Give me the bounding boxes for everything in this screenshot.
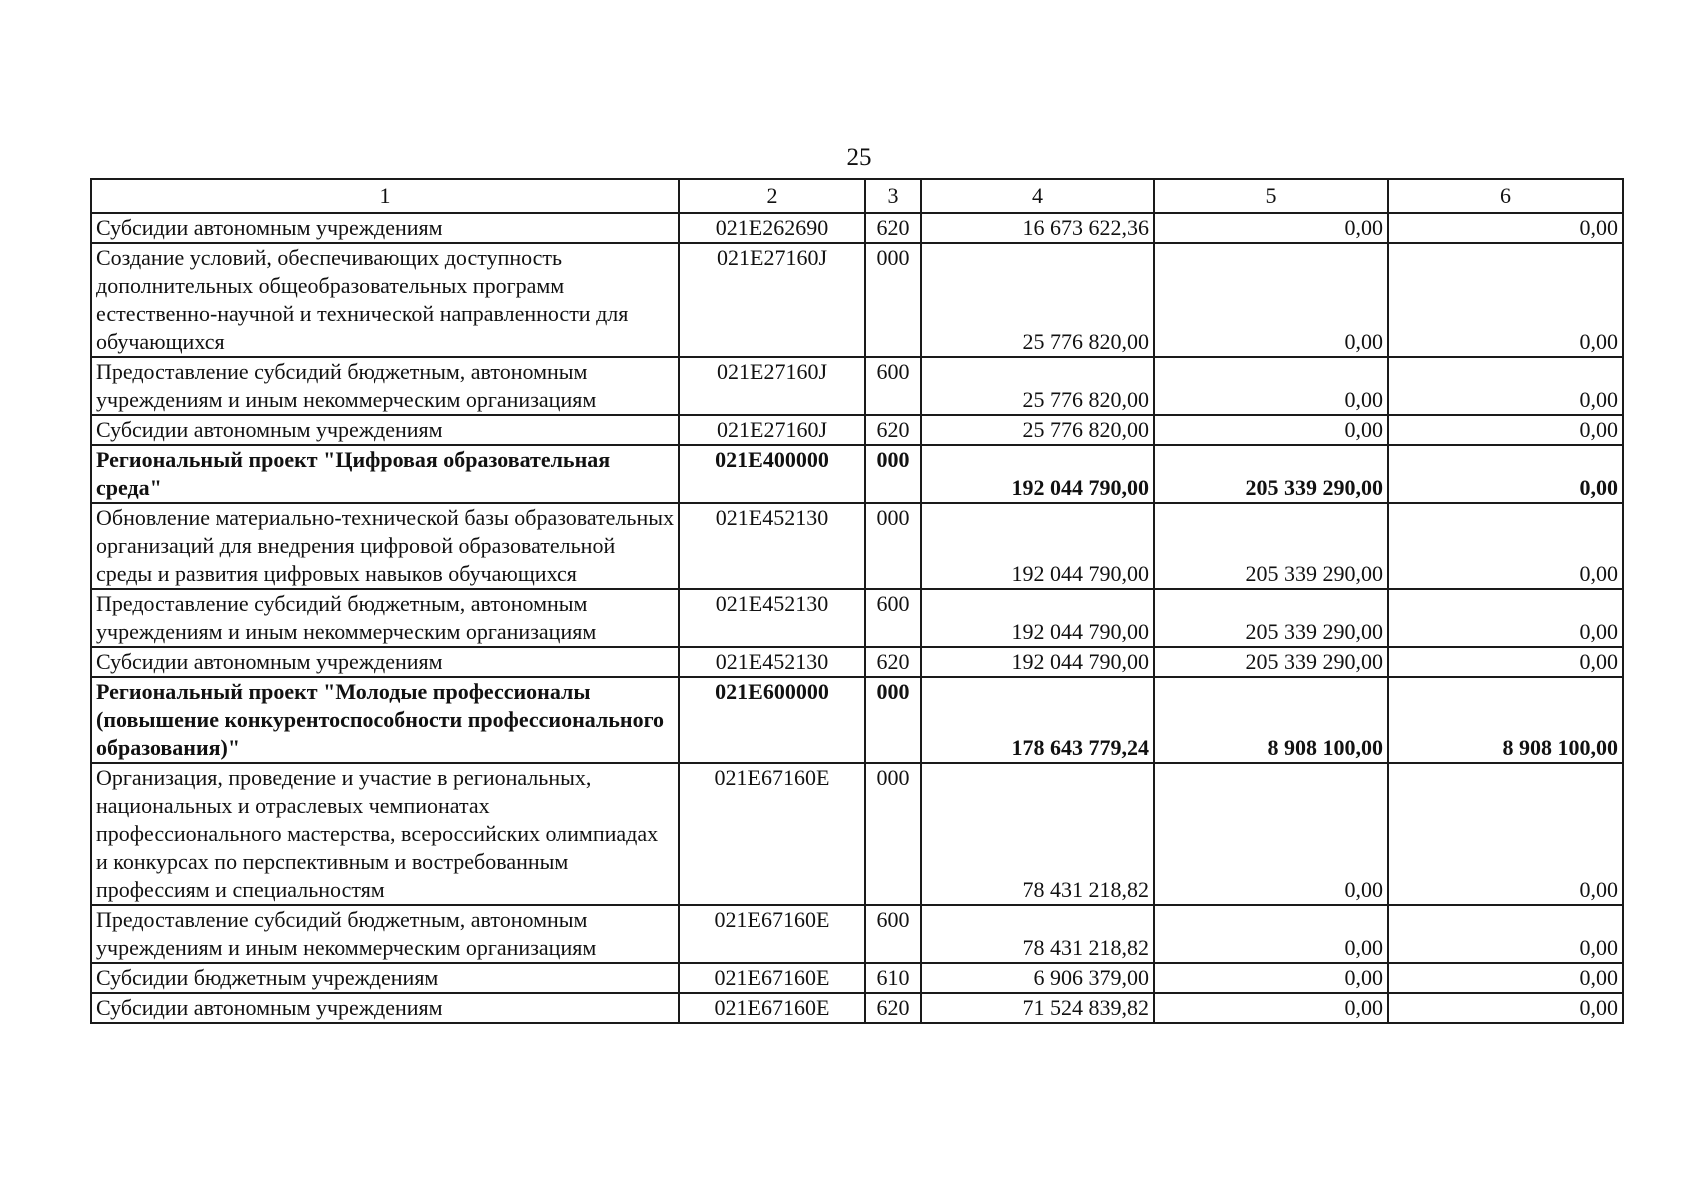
column-header: 6 xyxy=(1388,179,1623,213)
row-amount-col4-cell: 78 431 218,82 xyxy=(921,905,1154,963)
row-amount-col4-cell: 192 044 790,00 xyxy=(921,647,1154,677)
table-row xyxy=(91,243,1623,357)
row-amount-col6-cell: 0,00 xyxy=(1388,647,1623,677)
header-row xyxy=(91,179,1623,213)
row-name-cell: Региональный проект "Молодые профессионалы (повышение конкурентоспособности профессионального образования)" xyxy=(91,677,679,763)
row-code-cell: 021E452130 xyxy=(679,589,865,647)
table-body xyxy=(91,213,1623,1023)
row-amount-col4-cell: 192 044 790,00 xyxy=(921,589,1154,647)
row-amount-col4-cell: 25 776 820,00 xyxy=(921,415,1154,445)
table-row xyxy=(91,647,1623,677)
column-header: 1 xyxy=(91,179,679,213)
row-amount-col5-cell: 0,00 xyxy=(1154,357,1388,415)
table-row xyxy=(91,503,1623,589)
row-amount-col4-cell: 192 044 790,00 xyxy=(921,503,1154,589)
table-row xyxy=(91,963,1623,993)
row-amount-col6-cell: 0,00 xyxy=(1388,905,1623,963)
row-amount-col6-cell: 0,00 xyxy=(1388,213,1623,243)
table-row xyxy=(91,357,1623,415)
row-name-cell: Обновление материально-технической базы образовательных организаций для внедрения цифровой образовательной среды и развития цифровых навыков обучающихся xyxy=(91,503,679,589)
row-type-cell: 610 xyxy=(865,963,921,993)
row-amount-col5-cell: 0,00 xyxy=(1154,415,1388,445)
row-amount-col4-cell: 71 524 839,82 xyxy=(921,993,1154,1023)
row-code-cell: 021E262690 xyxy=(679,213,865,243)
row-amount-col6-cell: 0,00 xyxy=(1388,993,1623,1023)
table-row xyxy=(91,763,1623,905)
row-amount-col4-cell: 178 643 779,24 xyxy=(921,677,1154,763)
row-name-cell: Субсидии бюджетным учреждениям xyxy=(91,963,679,993)
row-amount-col4-cell: 25 776 820,00 xyxy=(921,357,1154,415)
row-name-cell: Субсидии автономным учреждениям xyxy=(91,213,679,243)
table-row xyxy=(91,905,1623,963)
column-header: 3 xyxy=(865,179,921,213)
page-number: 25 xyxy=(846,144,872,171)
table-row xyxy=(91,213,1623,243)
row-amount-col5-cell: 0,00 xyxy=(1154,963,1388,993)
row-code-cell: 021E27160J xyxy=(679,415,865,445)
row-amount-col5-cell: 0,00 xyxy=(1154,993,1388,1023)
row-name-cell: Субсидии автономным учреждениям xyxy=(91,993,679,1023)
row-amount-col5-cell: 205 339 290,00 xyxy=(1154,647,1388,677)
table-row xyxy=(91,993,1623,1023)
column-header: 2 xyxy=(679,179,865,213)
row-amount-col6-cell: 0,00 xyxy=(1388,415,1623,445)
budget-table xyxy=(90,178,1624,1024)
row-type-cell: 620 xyxy=(865,647,921,677)
row-amount-col5-cell: 8 908 100,00 xyxy=(1154,677,1388,763)
table-row xyxy=(91,415,1623,445)
row-amount-col5-cell: 0,00 xyxy=(1154,243,1388,357)
row-type-cell: 000 xyxy=(865,243,921,357)
row-type-cell: 600 xyxy=(865,589,921,647)
column-header: 5 xyxy=(1154,179,1388,213)
row-code-cell: 021E452130 xyxy=(679,647,865,677)
row-code-cell: 021E67160E xyxy=(679,963,865,993)
row-amount-col6-cell: 0,00 xyxy=(1388,445,1623,503)
row-amount-col5-cell: 205 339 290,00 xyxy=(1154,445,1388,503)
row-type-cell: 000 xyxy=(865,677,921,763)
table-row xyxy=(91,677,1623,763)
row-amount-col5-cell: 205 339 290,00 xyxy=(1154,589,1388,647)
row-code-cell: 021E400000 xyxy=(679,445,865,503)
column-header: 4 xyxy=(921,179,1154,213)
row-amount-col4-cell: 16 673 622,36 xyxy=(921,213,1154,243)
table-row xyxy=(91,445,1623,503)
row-code-cell: 021E452130 xyxy=(679,503,865,589)
row-name-cell: Предоставление субсидий бюджетным, автономным учреждениям и иным некоммерческим организациям xyxy=(91,357,679,415)
row-code-cell: 021E27160J xyxy=(679,357,865,415)
row-name-cell: Региональный проект "Цифровая образовательная среда" xyxy=(91,445,679,503)
row-name-cell: Предоставление субсидий бюджетным, автономным учреждениям и иным некоммерческим организациям xyxy=(91,905,679,963)
row-name-cell: Субсидии автономным учреждениям xyxy=(91,647,679,677)
row-name-cell: Субсидии автономным учреждениям xyxy=(91,415,679,445)
table-row xyxy=(91,589,1623,647)
row-code-cell: 021E67160E xyxy=(679,905,865,963)
row-type-cell: 000 xyxy=(865,503,921,589)
row-amount-col5-cell: 0,00 xyxy=(1154,213,1388,243)
row-amount-col6-cell: 8 908 100,00 xyxy=(1388,677,1623,763)
row-amount-col6-cell: 0,00 xyxy=(1388,763,1623,905)
row-amount-col5-cell: 0,00 xyxy=(1154,763,1388,905)
row-amount-col4-cell: 78 431 218,82 xyxy=(921,763,1154,905)
row-name-cell: Организация, проведение и участие в региональных, национальных и отраслевых чемпионатах профессионального мастерства, всероссийских олимпиадах и конкурсах по перспективным и востребованным профессиям и специальностям xyxy=(91,763,679,905)
row-amount-col4-cell: 6 906 379,00 xyxy=(921,963,1154,993)
row-type-cell: 600 xyxy=(865,357,921,415)
row-amount-col4-cell: 25 776 820,00 xyxy=(921,243,1154,357)
row-amount-col6-cell: 0,00 xyxy=(1388,243,1623,357)
row-amount-col5-cell: 0,00 xyxy=(1154,905,1388,963)
row-amount-col6-cell: 0,00 xyxy=(1388,589,1623,647)
row-name-cell: Создание условий, обеспечивающих доступность дополнительных общеобразовательных программ естественно-научной и технической направленности для обучающихся xyxy=(91,243,679,357)
row-type-cell: 620 xyxy=(865,415,921,445)
row-code-cell: 021E27160J xyxy=(679,243,865,357)
row-type-cell: 620 xyxy=(865,993,921,1023)
row-type-cell: 000 xyxy=(865,445,921,503)
row-code-cell: 021E67160E xyxy=(679,993,865,1023)
row-name-cell: Предоставление субсидий бюджетным, автономным учреждениям и иным некоммерческим организациям xyxy=(91,589,679,647)
row-type-cell: 000 xyxy=(865,763,921,905)
row-amount-col6-cell: 0,00 xyxy=(1388,963,1623,993)
row-amount-col5-cell: 205 339 290,00 xyxy=(1154,503,1388,589)
row-type-cell: 620 xyxy=(865,213,921,243)
row-amount-col6-cell: 0,00 xyxy=(1388,503,1623,589)
row-code-cell: 021E600000 xyxy=(679,677,865,763)
row-amount-col6-cell: 0,00 xyxy=(1388,357,1623,415)
row-code-cell: 021E67160E xyxy=(679,763,865,905)
row-type-cell: 600 xyxy=(865,905,921,963)
row-amount-col4-cell: 192 044 790,00 xyxy=(921,445,1154,503)
